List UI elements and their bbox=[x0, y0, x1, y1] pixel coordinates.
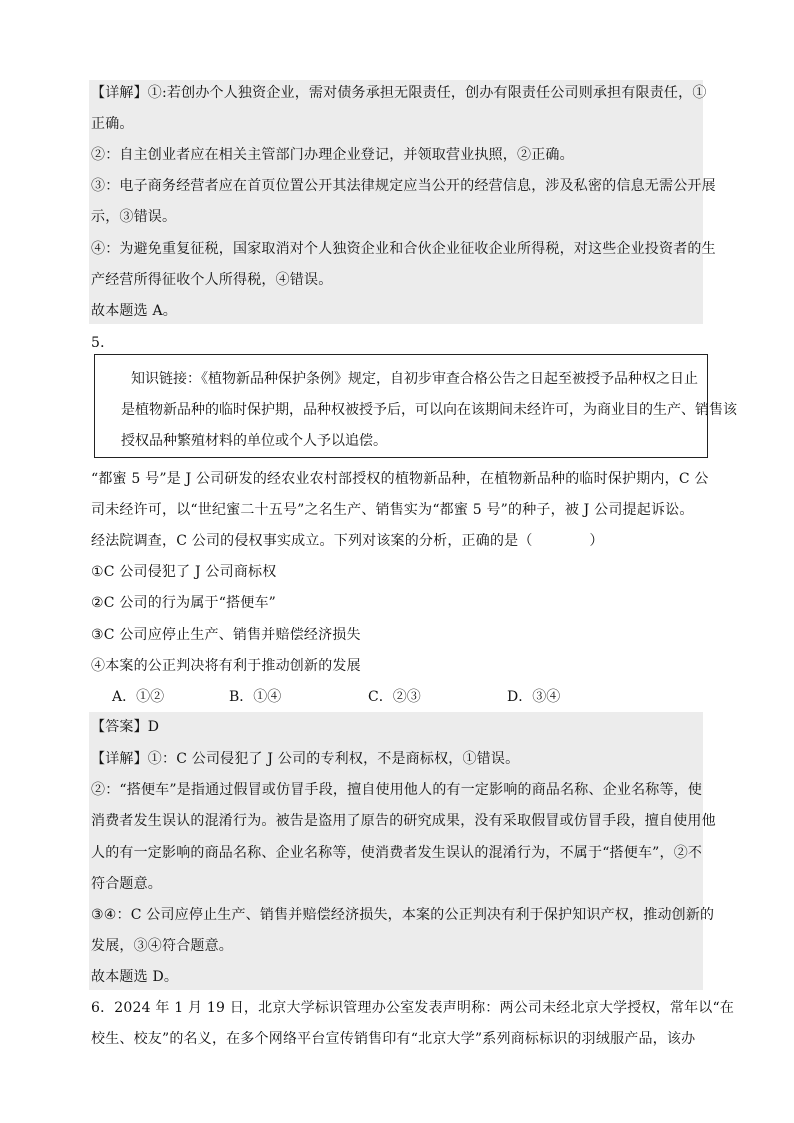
question-stem-line: “都蜜 5 号”是 J 公司研发的经农业农村部授权的植物新品种，在植物新品种的临时保护期内，C 公 bbox=[91, 471, 709, 487]
statement-item: ①C 公司侵犯了 J 公司商标权 bbox=[91, 564, 277, 580]
answer-label: 【答案】D bbox=[91, 719, 160, 735]
q4-detail-line: ②：自主创业者应在相关主管部门办理企业登记，并领取营业执照，②正确。 bbox=[91, 147, 574, 163]
q5-detail-line: 【详解】①：C 公司侵犯了 J 公司的专利权，不是商标权，①错误。 bbox=[91, 751, 520, 767]
q4-detail-line: 示，③错误。 bbox=[91, 209, 177, 225]
q5-detail-line: ②：“搭便车”是指通过假冒或仿冒手段，擅自使用他人的有一定影响的商品名称、企业名称等，使 bbox=[91, 782, 703, 798]
q4-conclusion: 故本题选 A。 bbox=[91, 303, 177, 319]
q4-detail-line: 产经营所得征收个人所得税，④错误。 bbox=[91, 272, 333, 288]
q5-detail-line: ③④：C 公司应停止生产、销售并赔偿经济损失，本案的公正判决有利于保护知识产权，推动创新的 bbox=[91, 907, 715, 923]
statement-item: ②C 公司的行为属于“搭便车” bbox=[91, 595, 277, 611]
question-stem-line: 6．2024 年 1 月 19 日，北京大学标识管理办公室发表声明称：两公司未经北京大学授权，常年以“在 bbox=[91, 1000, 735, 1016]
question-stem-line: 经法院调查，C 公司的侵权事实成立。下列对该案的分析，正确的是（ ） bbox=[91, 533, 604, 549]
knowledge-link-line: 知识链接：《植物新品种保护条例》规定，自初步审查合格公告之日起至被授予品种权之日止 bbox=[131, 371, 698, 387]
q5-conclusion: 故本题选 D。 bbox=[91, 969, 179, 985]
option-a: A．①② bbox=[112, 689, 165, 705]
knowledge-link-line: 是植物新品种的临时保护期，品种权被授予后，可以向在该期间未经许可，为商业目的生产、销售该 bbox=[121, 402, 737, 418]
option-c: C．②③ bbox=[368, 689, 421, 705]
q5-detail-line: 发展，③④符合题意。 bbox=[91, 938, 233, 954]
q4-detail-line: 正确。 bbox=[91, 116, 134, 132]
knowledge-link-line: 授权品种繁殖材料的单位或个人予以追偿。 bbox=[121, 433, 387, 449]
question-stem-line: 司未经许可，以“世纪蜜二十五号”之名生产、销售实为“都蜜 5 号”的种子，被 J 公司提起诉讼。 bbox=[91, 502, 694, 518]
q5-detail-line: 人的有一定影响的商品名称、企业名称等，使消费者发生误认的混淆行为，不属于“搭便车”，②不 bbox=[91, 845, 703, 861]
option-d: D．③④ bbox=[507, 689, 561, 705]
q4-detail-line: 【详解】①:若创办个人独资企业，需对债务承担无限责任，创办有限责任公司则承担有限责任，① bbox=[91, 85, 707, 101]
q5-detail-line: 符合题意。 bbox=[91, 876, 162, 892]
statement-item: ③C 公司应停止生产、销售并赔偿经济损失 bbox=[91, 627, 361, 643]
q5-detail-line: 消费者发生误认的混淆行为。被告是盗用了原告的研究成果，没有采取假冒或仿冒手段，擅自使用他 bbox=[91, 813, 716, 829]
q4-detail-line: ③：电子商务经营者应在首页位置公开其法律规定应当公开的经营信息，涉及私密的信息无需公开展 bbox=[91, 178, 716, 194]
option-b: B．①④ bbox=[229, 689, 282, 705]
question-number: 5． bbox=[91, 335, 115, 351]
question-stem-line: 校生、校友”的名义，在多个网络平台宣传销售印有“北京大学”系列商标标识的羽绒服产品，该办 bbox=[91, 1031, 696, 1047]
knowledge-link-box bbox=[94, 354, 737, 458]
q4-detail-line: ④：为避免重复征税，国家取消对个人独资企业和合伙企业征收企业所得税，对这些企业投资者的生 bbox=[91, 241, 716, 257]
statement-item: ④本案的公正判决将有利于推动创新的发展 bbox=[91, 658, 361, 674]
